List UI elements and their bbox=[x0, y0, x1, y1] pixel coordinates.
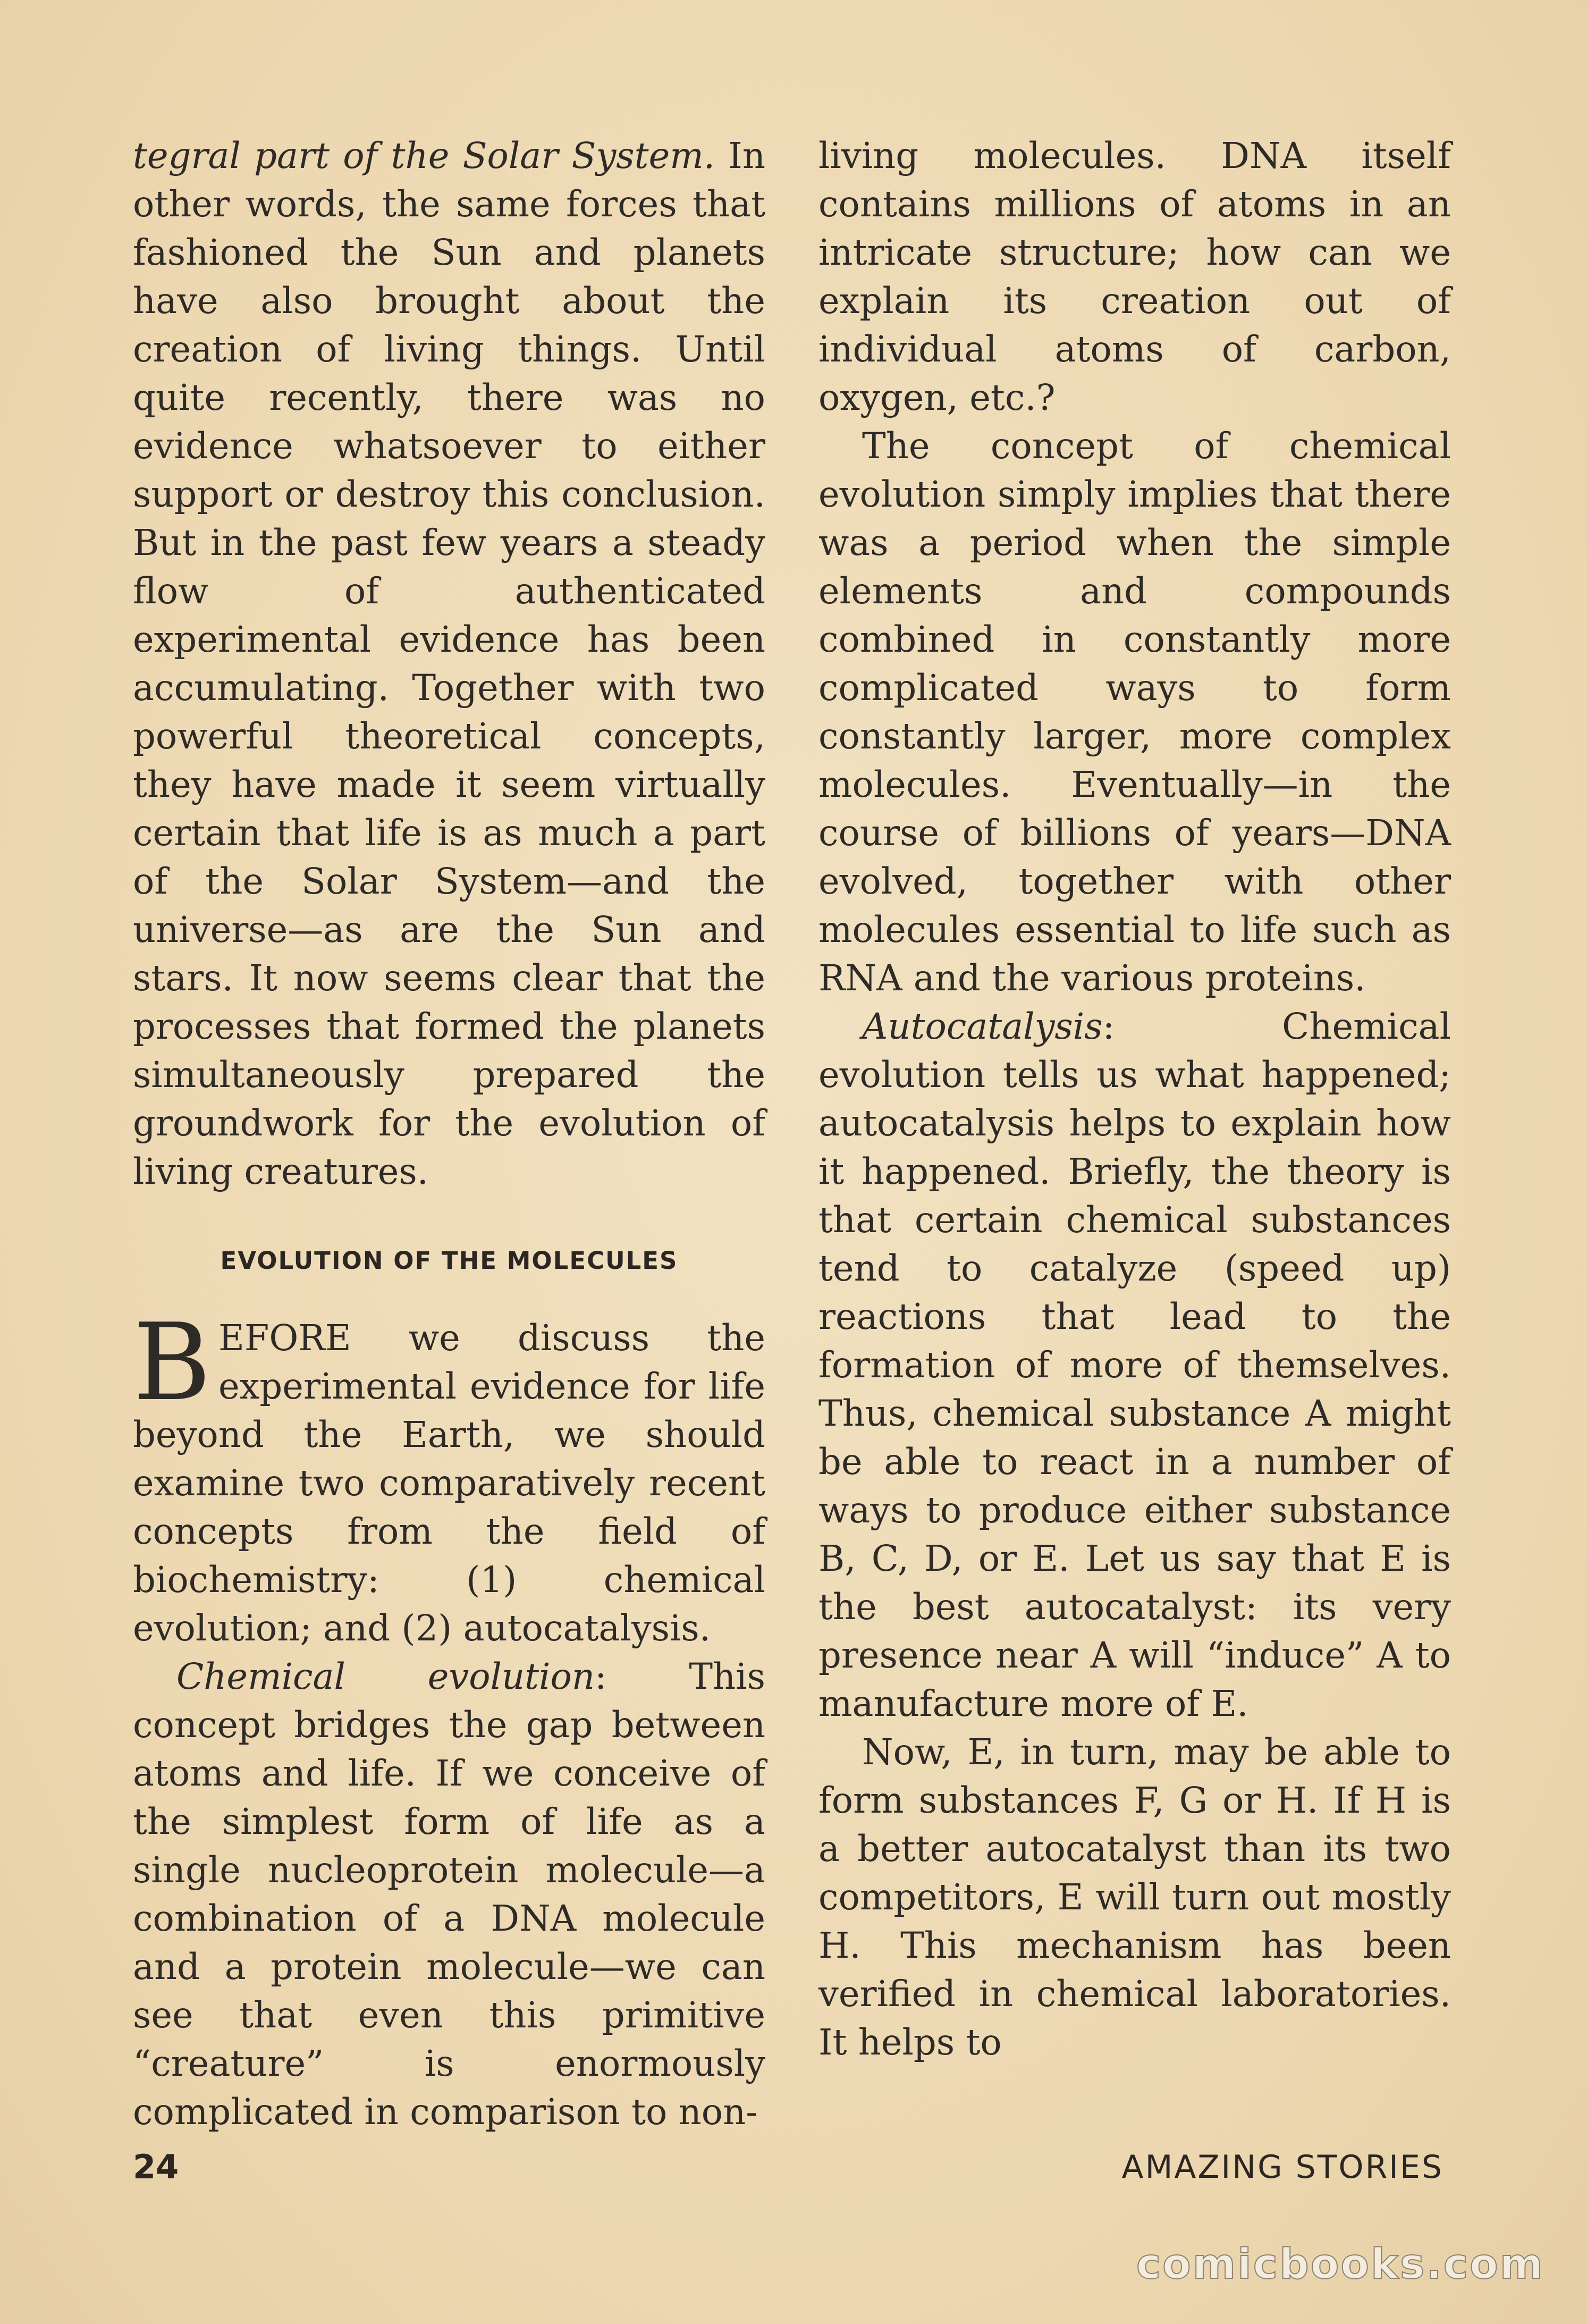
paragraph-text: : Chemical evolution tells us what happened; autocatalysis helps to explain how it happened. Briefly, the theory is that certain chemical substances tend to catalyze (speed up) reactions that lead to the formation of more of themselves. Thus, chemical substance A might be able to react in a number of ways to produce either substance B, C, D, or E. Let us say that E is the best autocatalyst: its very presence near A will “induce” A to manufacture more of E. bbox=[818, 1006, 1451, 1724]
page-number: 24 bbox=[133, 2148, 179, 2186]
paragraph bbox=[133, 1301, 765, 1653]
italic-term: Chemical evolution bbox=[176, 1656, 595, 1697]
paragraph-text: : This concept bridges the gap between atoms and life. If we conceive of the simplest form of life as a single nucleoprotein molecule—a combination of a DNA molecule and a protein molecule—we can see that even this primitive “creature” is enormously complicated in comparison to non- bbox=[133, 1656, 765, 2133]
italic-phrase: tegral part of the Solar System. bbox=[133, 135, 715, 176]
paragraph: The concept of chemical evolution simply implies that there was a period when the simple elements and compounds combined in constantly more complicated ways to form constantly larger, more complex molecules. Eventually—in the course of billions of years—DNA evolved, together with other molecules essential to life such as RNA and the various proteins. bbox=[818, 425, 1451, 999]
paragraph bbox=[133, 132, 765, 1196]
right-column bbox=[818, 132, 1451, 2067]
drop-cap: B bbox=[133, 1301, 211, 1425]
paragraph-text: EFORE we discuss the experimental evidence for life beyond the Earth, we should examine two comparatively recent concepts from the field of biochemistry: (1) chemical evolution; and (2) autocatalysis. bbox=[133, 1317, 765, 1649]
italic-term: Autocatalysis bbox=[862, 1006, 1103, 1047]
paragraph bbox=[133, 1653, 765, 2136]
paragraph-text: In other words, the same forces that fashioned the Sun and planets have also brought about the creation of living things. Until quite recently, there was no evidence whatsoever to either support or destroy this conclusion. But in the past few years a steady flow of authenticated experimental evidence has been accumulating. Together with two powerful theoretical concepts, they have made it seem virtually certain that life is as much a part of the Solar System—and the universe—as are the Sun and stars. It now seems clear that the processes that formed the planets simultaneously prepared the groundwork for the evolution of living creatures. bbox=[133, 135, 765, 1192]
paragraph: living molecules. DNA itself contains millions of atoms in an intricate structure; how can we explain its creation out of individual atoms of carbon, oxygen, etc.? bbox=[818, 135, 1451, 418]
watermark: comicbooks.com bbox=[1136, 2241, 1544, 2288]
paragraph: Now, E, in turn, may be able to form substances F, G or H. If H is a better autocatalyst than its two competitors, E will turn out mostly H. This mechanism has been verified in chemical laboratories. It helps to bbox=[818, 1731, 1451, 2063]
left-column bbox=[133, 132, 765, 2136]
magazine-title: AMAZING STORIES bbox=[1121, 2149, 1444, 2186]
section-heading: EVOLUTION OF THE MOLECULES bbox=[220, 1247, 678, 1275]
paragraph bbox=[818, 1003, 1451, 1728]
